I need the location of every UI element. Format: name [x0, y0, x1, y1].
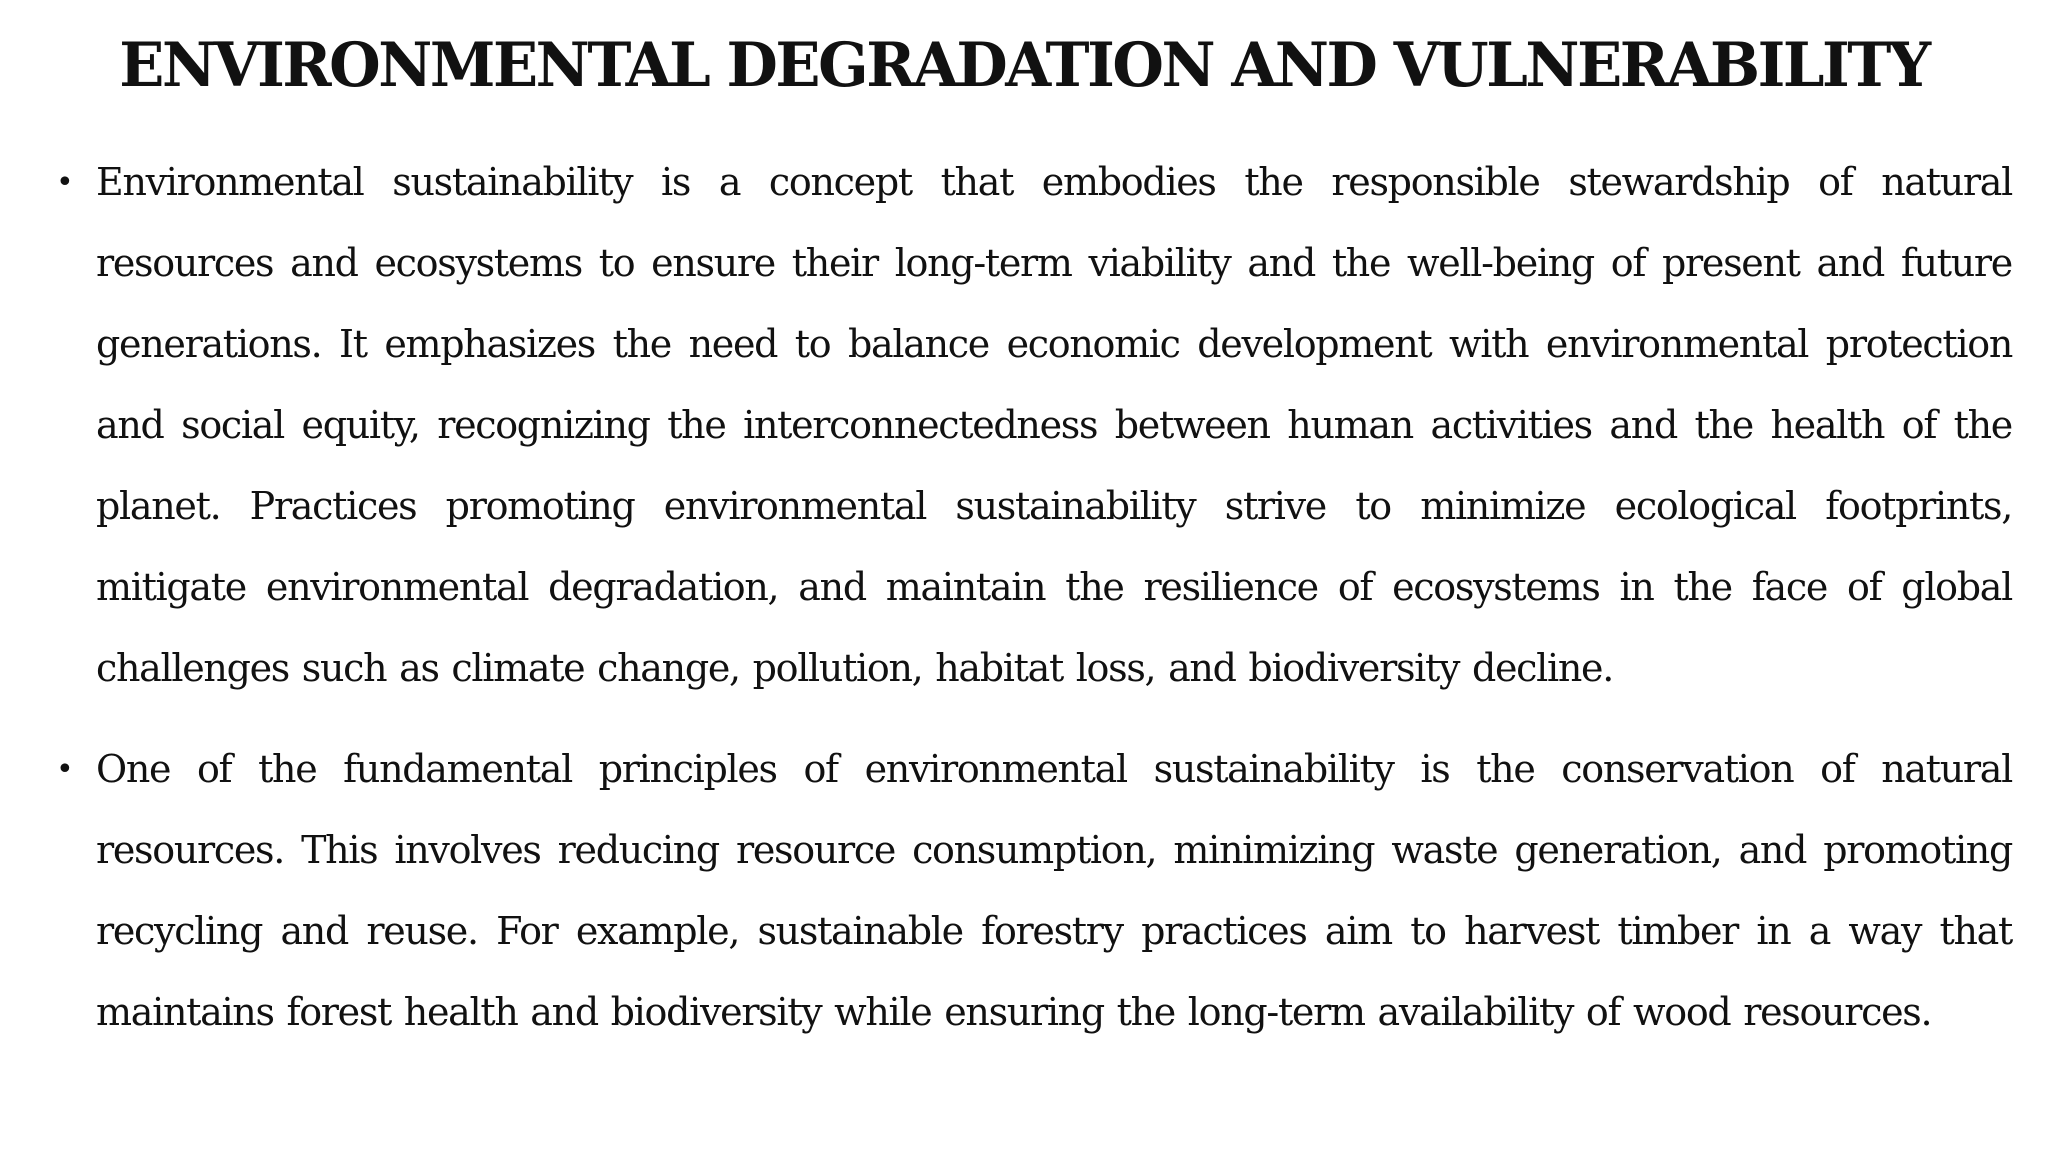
bullet-dot-icon: •	[56, 752, 73, 787]
bullet-text: Environmental sustainability is a concept that embodies the responsible stewardship of natural resources and ecosystems to ensure their long-term viability and the well-being of present and future generations. It emphasizes the need to balance economic development with environmental protection and social equity, recognizing the interconnectedness between human activities and the health of the planet. Practices promoting environmental sustainability strive to minimize ecological footprints, mitigate environmental degradation, and maintain the resilience of ecosystems in the face of global challenges such as climate change, pollution, habitat loss, and biodiversity decline.	[96, 160, 2012, 690]
slide-title: ENVIRONMENTAL DEGRADATION AND VULNERABILITY	[119, 30, 1929, 101]
bullet-list	[52, 142, 2012, 1073]
bullet-dot-icon: •	[56, 165, 73, 200]
bullet-item	[52, 142, 2012, 709]
bullet-item	[52, 729, 2012, 1053]
bullet-text: One of the fundamental principles of environmental sustainability is the conservation of natural resources. This involves reducing resource consumption, minimizing waste generation, and promoting recycling and reuse. For example, sustainable forestry practices aim to harvest timber in a way that maintains forest health and biodiversity while ensuring the long-term availability of wood resources.	[96, 747, 2012, 1034]
